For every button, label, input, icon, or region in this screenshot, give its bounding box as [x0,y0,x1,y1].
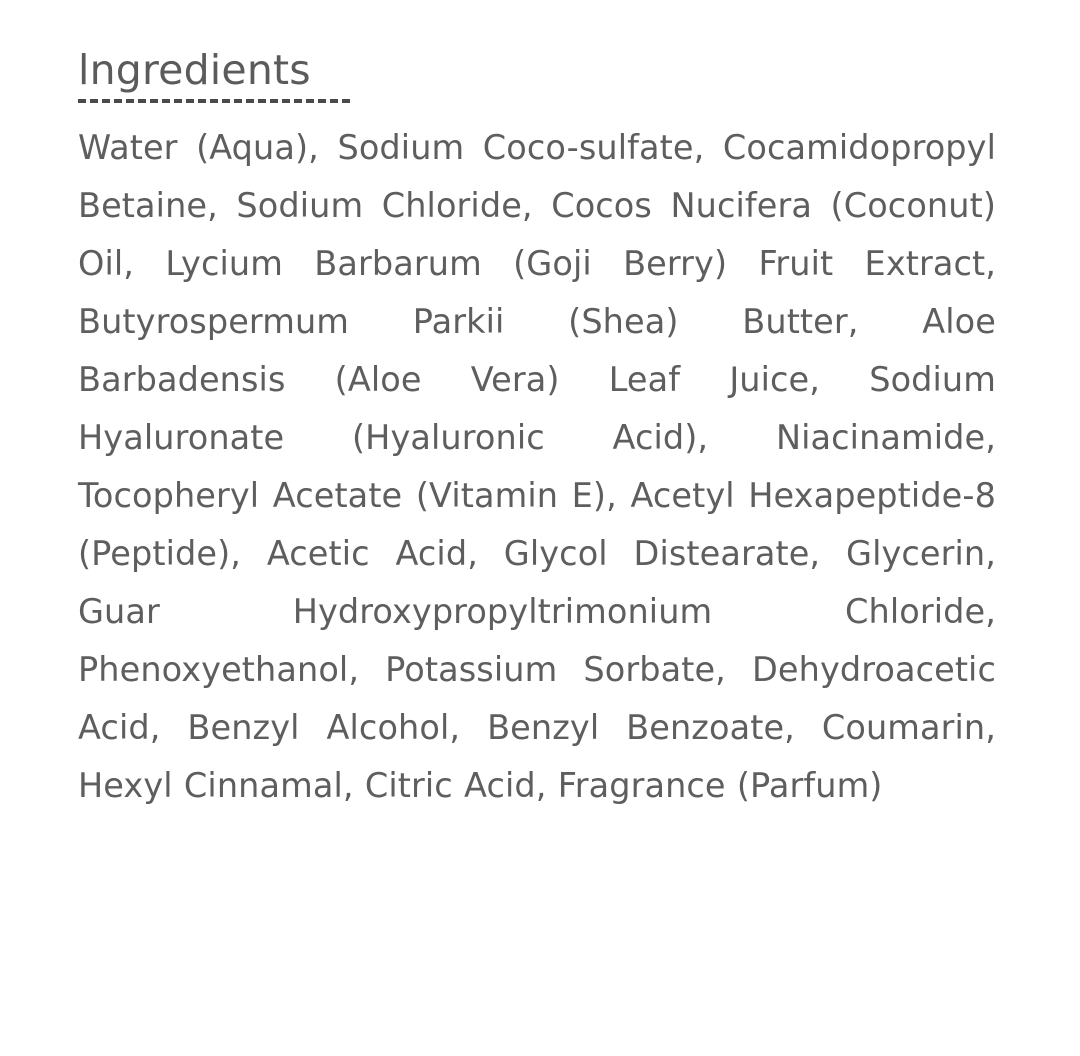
ingredients-list-text: Water (Aqua), Sodium Coco-sulfate, Cocamidopropyl Betaine, Sodium Chloride, Cocos Nucifera (Coconut) Oil, Lycium Barbarum (Goji Berry) Fruit Extract, Butyrospermum Parkii (Shea) Butter, Aloe Barbadensis (Aloe Vera) Leaf Juice, Sodium Hyaluronate (Hyaluronic Acid), Niacinamide, Tocopheryl Acetate (Vitamin E), Acetyl Hexapeptide-8 (Peptide), Acetic Acid, Glycol Distearate, Glycerin, Guar Hydroxypropyltrimonium Chloride, Phenoxyethanol, Potassium Sorbate, Dehydroacetic Acid, Benzyl Alcohol, Benzyl Benzoate, Coumarin, Hexyl Cinnamal, Citric Acid, Fragrance (Parfum) [78,128,996,806]
page-title: lngredients [78,46,311,94]
title-underline-divider [78,99,350,103]
